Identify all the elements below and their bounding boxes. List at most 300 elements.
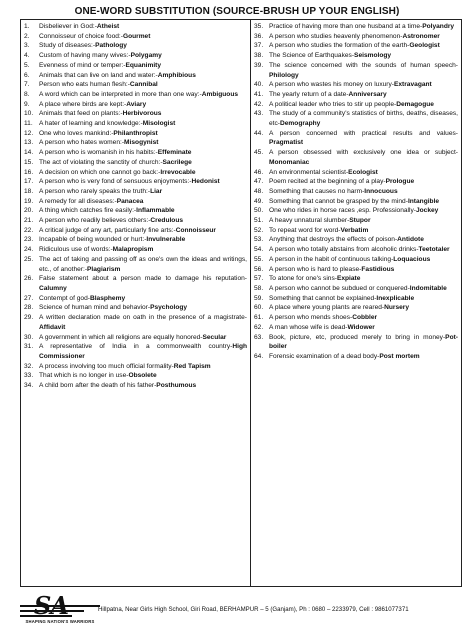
entry-definition: Something that cannot be explained- [269, 294, 377, 302]
entry-answer: Red Tapism [173, 362, 211, 370]
entry-definition: An environmental scientist- [269, 168, 349, 176]
entry-number: 46. [254, 168, 264, 176]
entry-definition: A person concerned with practical results and values- [269, 129, 458, 137]
entry-number: 63. [254, 333, 264, 341]
entry-text [39, 168, 247, 178]
entry-number: 22. [24, 226, 34, 234]
entry-answer: Demography [280, 120, 321, 128]
entry-row [254, 274, 458, 284]
entry-definition: Animals that can live on land and water:- [39, 71, 158, 79]
entry-text [39, 51, 247, 61]
entry-definition: Anything that destroys the effects of poison- [269, 236, 398, 244]
entry-row [24, 129, 247, 139]
entry-text [39, 129, 247, 139]
entry-definition: The yearly return of a date- [269, 90, 349, 98]
entry-answer: Polygamy [130, 52, 162, 60]
entry-row [254, 22, 458, 32]
column-divider [250, 20, 251, 586]
entry-answer: Jockey [415, 207, 439, 215]
entry-definition: Study of diseases:- [39, 42, 96, 50]
entry-text [269, 235, 458, 245]
entry-definition: A person obsessed with exclusively one idea or subject- [269, 149, 458, 157]
entry-answer: Credulous [150, 217, 184, 225]
entry-number: 13. [24, 139, 34, 147]
entry-text [269, 255, 458, 265]
entry-row [254, 197, 458, 207]
entry-row [254, 333, 458, 352]
entry-row [254, 235, 458, 245]
entry-text [269, 206, 458, 216]
entry-row [24, 342, 247, 361]
entry-definition: A child born after the death of his father- [39, 382, 157, 390]
entry-text [269, 294, 458, 304]
entry-answer: Secular [202, 333, 227, 341]
entry-definition: Forensic examination of a dead body- [269, 352, 380, 360]
entry-answer: Misologist [142, 120, 176, 128]
entry-row [24, 303, 247, 313]
entry-number: 28. [24, 304, 34, 312]
entry-definition: A political leader who tries to stir up people- [269, 100, 397, 108]
entry-definition: A process involving too much official formality- [39, 362, 174, 370]
entry-text [269, 22, 458, 32]
footer-address: Hillpatna, Near Girls High School, Giri Road, BERHAMPUR – 5 (Ganjam), Ph : 0680 – 2233979, Cell : 9861077371 [98, 606, 409, 613]
entry-number: 24. [24, 246, 34, 254]
entry-text [269, 187, 458, 197]
entry-number: 26. [24, 275, 34, 283]
entry-answer: Panacea [116, 197, 144, 205]
entry-row [254, 216, 458, 226]
entry-row [24, 313, 247, 332]
entry-answer: Indomitable [409, 284, 447, 292]
entry-row [24, 362, 247, 372]
entry-number: 55. [254, 255, 264, 263]
entry-definition: Incapable of being wounded or hurt:- [39, 236, 147, 244]
entry-row [24, 32, 247, 42]
entry-text [39, 187, 247, 197]
entry-text [39, 294, 247, 304]
entry-answer: Geologist [409, 42, 440, 50]
entry-number: 50. [254, 207, 264, 215]
entry-definition: Evenness of mind or temper:- [39, 61, 126, 69]
entry-text [39, 100, 247, 110]
entry-row [254, 226, 458, 236]
entry-text [39, 80, 247, 90]
entry-answer: Atheist [96, 23, 120, 30]
entry-number: 30. [24, 333, 34, 341]
entry-number: 36. [254, 32, 264, 40]
entry-text [39, 371, 247, 381]
entry-definition: Disbeliever in God:- [39, 23, 97, 30]
entry-text [39, 90, 247, 100]
entry-row [254, 255, 458, 265]
entry-text [269, 284, 458, 294]
entry-text [39, 206, 247, 216]
entry-row [254, 352, 458, 362]
entry-text [39, 177, 247, 187]
entry-definition: A person who studies heavenly phenomenon- [269, 32, 403, 40]
entry-definition: A person who mends shoes- [269, 314, 353, 322]
entry-number: 27. [24, 294, 34, 302]
entry-number: 52. [254, 226, 264, 234]
entry-answer: Demagogue [396, 100, 434, 108]
entry-row [254, 51, 458, 61]
entry-number: 23. [24, 236, 34, 244]
entry-definition: A person who readily believes others:- [39, 217, 151, 225]
right-column [254, 22, 458, 362]
entry-answer: Irrevocable [160, 168, 196, 176]
entry-answer: Psychology [150, 304, 188, 312]
entry-answer: Seismology [354, 52, 392, 60]
entry-number: 53. [254, 236, 264, 244]
entry-answer: Cobbler [352, 314, 378, 322]
entry-definition: A critical judge of any art, particularly fine arts:- [39, 226, 176, 234]
entry-row [254, 109, 458, 128]
entry-row [254, 168, 458, 178]
entry-text [269, 129, 458, 148]
entry-answer: Anniversary [348, 90, 387, 98]
entry-answer: Inexplicable [376, 294, 415, 302]
entry-row [24, 226, 247, 236]
entry-row [24, 274, 247, 293]
entry-number: 1. [24, 23, 30, 30]
entry-text [39, 197, 247, 207]
entry-text [39, 245, 247, 255]
entry-definition: Something that cannot be grasped by the mind- [269, 197, 408, 205]
entry-row [254, 245, 458, 255]
entry-text [269, 265, 458, 275]
entry-definition: The act of violating the sanctity of church:- [39, 158, 163, 166]
entry-number: 11. [24, 120, 33, 128]
entry-text [269, 80, 458, 90]
entry-number: 21. [24, 217, 34, 225]
entry-definition: A person who totally abstains from alcoholic drinks- [269, 246, 419, 254]
entry-answer: Monomaniac [269, 158, 310, 166]
entry-number: 4. [24, 52, 30, 60]
entry-definition: Animals that feed on plants:- [39, 110, 123, 118]
entry-text [39, 313, 247, 332]
entry-number: 15. [24, 158, 34, 166]
entry-number: 3. [24, 42, 30, 50]
entry-row [24, 206, 247, 216]
entry-text [269, 51, 458, 61]
entry-number: 10. [24, 110, 34, 118]
entry-definition: Something that causes no harm- [269, 187, 365, 195]
entry-definition: Connoisseur of choice food:- [39, 32, 123, 40]
entry-definition: To atone for one's sins- [269, 275, 337, 283]
entry-answer: Innocuous [364, 187, 398, 195]
entry-row [254, 80, 458, 90]
entry-answer: Equanimity [125, 61, 162, 69]
entry-definition: The act of taking and passing off as one's own the ideas and writings, etc., of another:- [39, 255, 247, 273]
entry-text [269, 313, 458, 323]
entry-row [24, 138, 247, 148]
entry-row [254, 313, 458, 323]
entry-answer: Verbatim [340, 226, 369, 234]
entry-text [39, 381, 247, 391]
entry-text [39, 362, 247, 372]
entry-text [39, 119, 247, 129]
logo-stripe [20, 615, 72, 617]
entry-answer: Blasphemy [89, 294, 126, 302]
entry-answer: Plagiarism [87, 265, 121, 273]
logo-stripe [20, 610, 84, 612]
entry-text [39, 158, 247, 168]
entry-number: 38. [254, 52, 264, 60]
logo [20, 591, 100, 627]
entry-number: 39. [254, 61, 264, 69]
entry-text [269, 109, 458, 128]
entry-row [254, 41, 458, 51]
entry-number: 41. [254, 90, 264, 98]
entry-row [254, 61, 458, 80]
entry-text [269, 100, 458, 110]
entry-definition: A thing which catches fire easily:- [39, 207, 137, 215]
entry-answer: Affidavit [39, 323, 66, 331]
entry-row [254, 323, 458, 333]
entry-text [39, 61, 247, 71]
entry-definition: A place where birds are kept:- [39, 100, 127, 108]
entry-number: 62. [254, 323, 264, 331]
entry-answer: Posthumous [156, 382, 197, 390]
entry-row [24, 177, 247, 187]
entry-answer: Pot-boiler [269, 333, 458, 351]
entry-answer: Nursery [384, 304, 410, 312]
entry-row [24, 80, 247, 90]
entry-number: 60. [254, 304, 264, 312]
entry-text [269, 61, 458, 80]
entry-row [24, 148, 247, 158]
entry-answer: Liar [150, 187, 163, 195]
entry-number: 19. [24, 197, 34, 205]
entry-definition: A person who hates women:- [39, 139, 125, 147]
entry-row [24, 119, 247, 129]
entry-text [39, 22, 247, 32]
entry-answer: Obsolete [128, 372, 157, 380]
entry-number: 51. [254, 217, 264, 225]
entry-answer: Teetotaler [418, 246, 450, 254]
entry-definition: To repeat word for word- [269, 226, 341, 234]
entry-row [24, 333, 247, 343]
entry-number: 20. [24, 207, 34, 215]
entry-number: 29. [24, 314, 34, 322]
entry-row [254, 265, 458, 275]
entry-number: 7. [24, 81, 30, 89]
entry-number: 5. [24, 61, 30, 69]
entry-text [39, 41, 247, 51]
entry-number: 40. [254, 81, 264, 89]
entry-text [269, 274, 458, 284]
entry-definition: That which is no longer in use- [39, 372, 129, 380]
entry-definition: One who rides in horse races ,esp. Professionally- [269, 207, 416, 215]
entry-number: 59. [254, 294, 264, 302]
entry-row [24, 294, 247, 304]
entry-answer: Inflammable [136, 207, 175, 215]
entry-answer: Connoisseur [175, 226, 217, 234]
entry-answer: Loquacious [393, 255, 431, 263]
entry-number: 58. [254, 284, 264, 292]
entry-answer: Widower [347, 323, 375, 331]
entry-row [24, 235, 247, 245]
entry-text [39, 109, 247, 119]
entry-text [269, 216, 458, 226]
entry-row [254, 206, 458, 216]
entry-answer: Astronomer [402, 32, 440, 40]
entry-definition: Contempt of god- [39, 294, 90, 302]
entry-definition: The Science of Earthquakes- [269, 52, 355, 60]
entry-answer: Effeminate [157, 149, 192, 157]
entry-row [254, 187, 458, 197]
entry-definition: Custom of having many wives:- [39, 52, 131, 60]
entry-definition: Ridiculous use of words:- [39, 246, 113, 254]
entry-row [24, 245, 247, 255]
entry-answer: Sacrilege [162, 158, 192, 166]
entry-number: 44. [254, 129, 264, 137]
entry-text [269, 197, 458, 207]
entry-text [269, 245, 458, 255]
entry-number: 42. [254, 100, 264, 108]
entry-answer: Aviary [126, 100, 147, 108]
entry-definition: The study of a community's statistics of births, deaths, diseases, etc- [269, 110, 458, 128]
entry-answer: Polyandry [422, 23, 455, 30]
entry-answer: High Commissioner [39, 343, 247, 360]
entry-answer: Herbivorous [122, 110, 162, 118]
entry-text [39, 274, 247, 293]
entry-answer: Post mortem [379, 352, 420, 360]
entry-number: 12. [24, 129, 34, 137]
entry-row [254, 284, 458, 294]
entry-number: 34. [24, 382, 34, 390]
entry-number: 64. [254, 352, 264, 360]
entry-text [269, 41, 458, 51]
entry-row [24, 90, 247, 100]
entry-definition: Book, picture, etc, produced merely to bring in money- [269, 333, 446, 341]
entry-definition: A government in which all religions are equally honored- [39, 333, 203, 341]
entry-text [269, 32, 458, 42]
entry-row [254, 294, 458, 304]
entry-definition: A person who studies the formation of the earth- [269, 42, 410, 50]
entry-text [39, 226, 247, 236]
entry-row [254, 303, 458, 313]
entry-text [269, 352, 458, 362]
entry-answer: Stupor [349, 217, 371, 225]
entry-row [24, 22, 247, 32]
entry-row [24, 41, 247, 51]
entry-number: 61. [254, 314, 264, 322]
entry-text [39, 32, 247, 42]
entry-definition: Science of human mind and behavior- [39, 304, 151, 312]
footer [20, 591, 460, 627]
entry-definition: A person who rarely speaks the truth:- [39, 187, 151, 195]
entry-number: 48. [254, 187, 264, 195]
entry-text [269, 323, 458, 333]
entry-row [254, 177, 458, 187]
entry-answer: Hedonist [191, 178, 220, 186]
entry-number: 16. [24, 168, 34, 176]
entry-number: 9. [24, 100, 30, 108]
entry-number: 56. [254, 265, 264, 273]
entry-definition: A remedy for all diseases:- [39, 197, 117, 205]
entry-row [24, 216, 247, 226]
logo-stripe [20, 605, 100, 607]
entry-text [39, 216, 247, 226]
entry-text [269, 177, 458, 187]
entry-answer: Antidote [397, 236, 424, 244]
entry-answer: Calumny [39, 284, 67, 292]
entry-row [24, 100, 247, 110]
entry-number: 17. [24, 178, 34, 186]
entry-number: 2. [24, 32, 30, 40]
entry-definition: A man whose wife is dead- [269, 323, 348, 331]
entry-definition: A place where young plants are reared- [269, 304, 385, 312]
entry-definition: A hater of learning and knowledge:- [39, 120, 143, 128]
entry-answer: Ambiguous [201, 90, 239, 98]
entry-definition: A written declaration made on oath in the presence of a magistrate- [39, 314, 247, 322]
entry-text [269, 303, 458, 313]
entry-answer: Malapropism [112, 246, 154, 254]
entry-row [24, 61, 247, 71]
entry-row [254, 90, 458, 100]
entry-number: 33. [24, 372, 34, 380]
entry-answer: Amphibious [157, 71, 196, 79]
entry-answer: Philanthropist [113, 129, 158, 137]
entry-definition: A decision on which one cannot go back:- [39, 168, 161, 176]
entry-answer: Pragmatist [269, 139, 304, 147]
entry-text [39, 303, 247, 313]
entry-definition: A person who is very fond of sensuous enjoyments:- [39, 178, 192, 186]
entry-answer: Ecologist [348, 168, 378, 176]
entry-answer: Extravagant [393, 81, 432, 89]
entry-text [269, 226, 458, 236]
entry-number: 43. [254, 110, 264, 118]
entry-number: 45. [254, 149, 264, 157]
entry-definition: A word which can be interpreted in more than one way:- [39, 90, 202, 98]
entry-definition: A person who cannot be subdued or conquered- [269, 284, 410, 292]
entry-row [24, 71, 247, 81]
entry-row [24, 158, 247, 168]
entry-answer: Prologue [385, 178, 415, 186]
entry-definition: False statement about a person made to damage his reputation- [39, 275, 247, 283]
entry-answer: Pathology [95, 42, 127, 50]
entry-text [269, 90, 458, 100]
entry-text [39, 235, 247, 245]
entry-answer: Expiate [336, 275, 361, 283]
entry-definition: One who loves mankind:- [39, 129, 114, 137]
entry-row [24, 197, 247, 207]
entry-definition: Person who eats human flesh:- [39, 81, 130, 89]
entry-definition: Practice of having more than one husband at a time- [269, 23, 423, 30]
entry-text [39, 333, 247, 343]
logo-tagline: SHAPING NATION'S WARRIORS [25, 619, 95, 624]
entry-row [24, 381, 247, 391]
entry-row [24, 109, 247, 119]
entry-text [39, 71, 247, 81]
entry-row [24, 51, 247, 61]
entry-answer: Intangible [407, 197, 440, 205]
entry-answer: Philology [269, 71, 299, 79]
entry-answer: Cannibal [129, 81, 158, 89]
entry-answer: Invulnerable [146, 236, 186, 244]
entry-number: 54. [254, 246, 264, 254]
entry-number: 35. [254, 23, 264, 30]
entry-text [39, 148, 247, 158]
entry-definition: The science concerned with the sounds of human speech- [269, 61, 458, 69]
entry-row [254, 129, 458, 148]
page-title: ONE-WORD SUBSTITUTION (SOURCE-BRUSH UP YOUR ENGLISH) [74, 6, 400, 17]
entry-number: 47. [254, 178, 264, 186]
entry-number: 31. [24, 343, 34, 351]
entry-definition: A representative of India in a commonwealth country- [39, 343, 233, 351]
entry-text [269, 168, 458, 178]
